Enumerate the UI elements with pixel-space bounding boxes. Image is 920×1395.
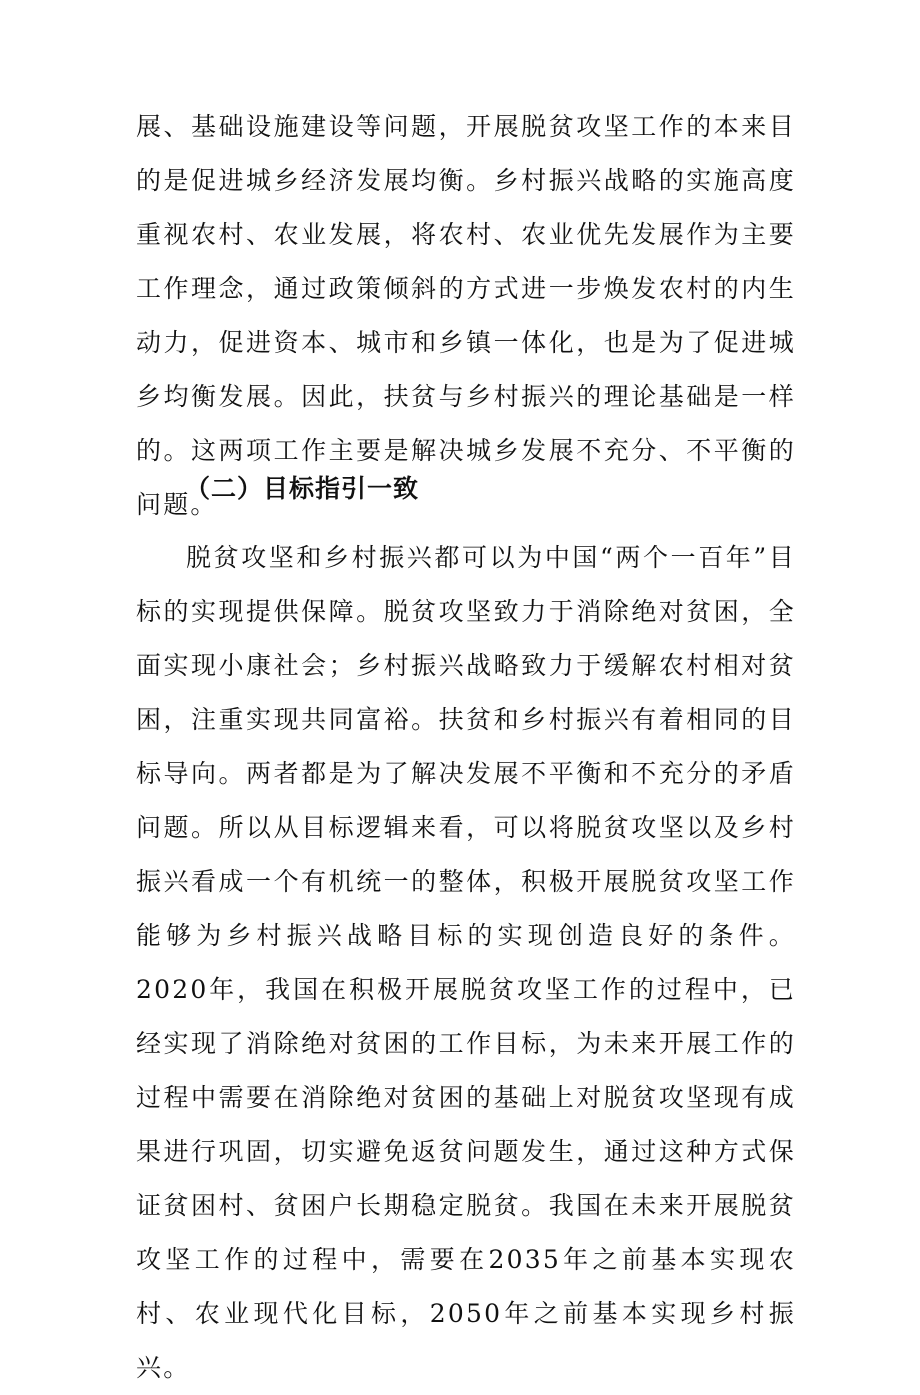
body-paragraph-1: 展、基础设施建设等问题，开展脱贫攻坚工作的本来目的是促进城乡经济发展均衡。乡村振兴战略的实施高度重视农村、农业发展，将农村、农业优先发展作为主要工作理念，通过政策倾斜的方式进一步焕发农村的内生动力，促进资本、城市和乡镇一体化，也是为了促进城乡均衡发展。因此，扶贫与乡村振兴的理论基础是一样的。这两项工作主要是解决城乡发展不充分、不平衡的问题。 xyxy=(136,112,796,519)
body-paragraph-2: 脱贫攻坚和乡村振兴都可以为中国“两个一百年”目标的实现提供保障。脱贫攻坚致力于消除绝对贫困，全面实现小康社会；乡村振兴战略致力于缓解农村相对贫困，注重实现共同富裕。扶贫和乡村振兴有着相同的目标导向。两者都是为了解决发展不平衡和不充分的矛盾问题。所以从目标逻辑来看，可以将脱贫攻坚以及乡村振兴看成一个有机统一的整体，积极开展脱贫攻坚工作能够为乡村振兴战略目标的实现创造良好的条件。2020年，我国在积极开展脱贫攻坚工作的过程中，已经实现了消除绝对贫困的工作目标，为未来开展工作的过程中需要在消除绝对贫困的基础上对脱贫攻坚现有成果进行巩固，切实避免返贫问题发生，通过这种方式保证贫困村、贫困户长期稳定脱贫。我国在未来开展脱贫攻坚工作的过程中，需要在2035年之前基本实现农村、农业现代化目标，2050年之前基本实现乡村振兴。 xyxy=(136,543,796,1382)
section-heading: （二）目标指引一致 xyxy=(185,474,420,503)
